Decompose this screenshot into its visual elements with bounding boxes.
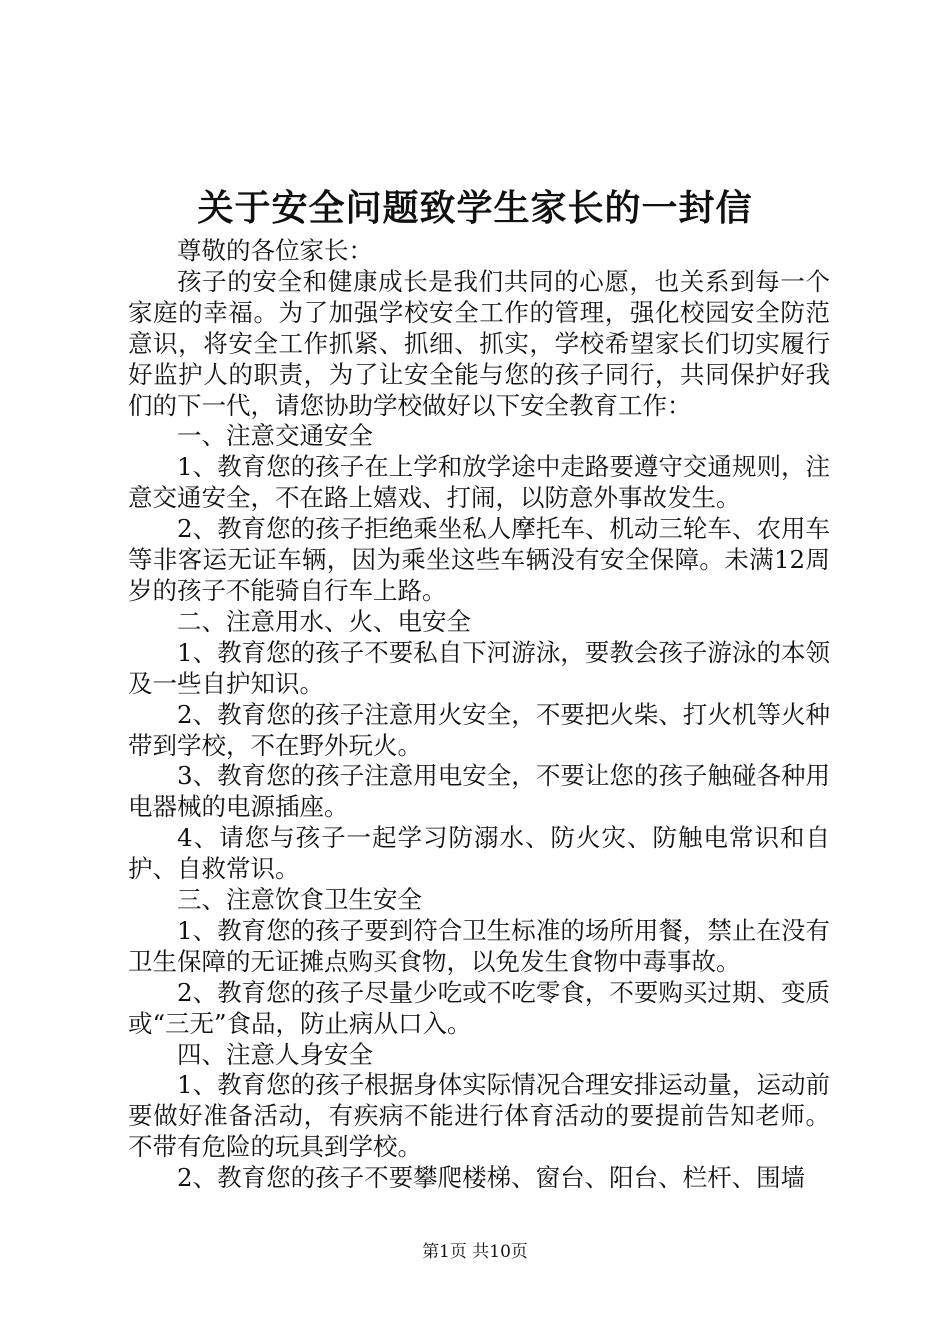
paragraph: 1、教育您的孩子根据身体实际情况合理安排运动量，运动前要做好准备活动，有疾病不能进行体育活动的要提前告知老师。不带有危险的玩具到学校。 — [128, 1070, 830, 1162]
section-heading-food: 三、注意饮食卫生安全 — [177, 885, 422, 915]
document-title: 关于安全问题致学生家长的一封信 — [197, 187, 753, 229]
page-number: 第1页 共10页 — [422, 1242, 528, 1262]
paragraph: 1、教育您的孩子要到符合卫生标准的场所用餐，禁止在没有卫生保障的无证摊点购买食物，以免发生食物中毒事故。 — [128, 915, 830, 976]
document-body — [128, 236, 830, 1194]
intro-paragraph: 孩子的安全和健康成长是我们共同的心愿，也关系到每一个家庭的幸福。为了加强学校安全工作的管理，强化校园安全防范意识，将安全工作抓紧、抓细、抓实，学校希望家长们切实履行好监护人的职责，为了让安全能与您的孩子同行，共同保护好我们的下一代，请您协助学校做好以下安全教育工作： — [128, 266, 830, 420]
paragraph: 4、请您与孩子一起学习防溺水、防火灾、防触电常识和自护、自救常识。 — [128, 823, 830, 884]
section-heading-water-fire-electric: 二、注意用水、火、电安全 — [177, 606, 471, 636]
salutation: 尊敬的各位家长： — [177, 236, 373, 265]
paragraph: 2、教育您的孩子注意用火安全，不要把火柴、打火机等火种带到学校，不在野外玩火。 — [128, 699, 830, 760]
paragraph: 1、教育您的孩子不要私自下河游泳，要教会孩子游泳的本领及一些自护知识。 — [128, 637, 830, 698]
paragraph: 1、教育您的孩子在上学和放学途中走路要遵守交通规则，注意交通安全，不在路上嬉戏、打闹，以防意外事故发生。 — [128, 452, 830, 513]
paragraph: 2、教育您的孩子拒绝乘坐私人摩托车、机动三轮车、农用车等非客运无证车辆，因为乘坐这些车辆没有安全保障。未满12周岁的孩子不能骑自行车上路。 — [128, 514, 830, 605]
paragraph: 2、教育您的孩子不要攀爬楼梯、窗台、阳台、栏杆、围墙 — [177, 1163, 806, 1193]
paragraph: 3、教育您的孩子注意用电安全，不要让您的孩子触碰各种用电器械的电源插座。 — [128, 761, 830, 822]
section-heading-personal: 四、注意人身安全 — [177, 1039, 373, 1069]
paragraph: 2、教育您的孩子尽量少吃或不吃零食，不要购买过期、变质或“三无”食品，防止病从口入。 — [128, 977, 830, 1038]
section-heading-traffic: 一、注意交通安全 — [177, 421, 373, 451]
